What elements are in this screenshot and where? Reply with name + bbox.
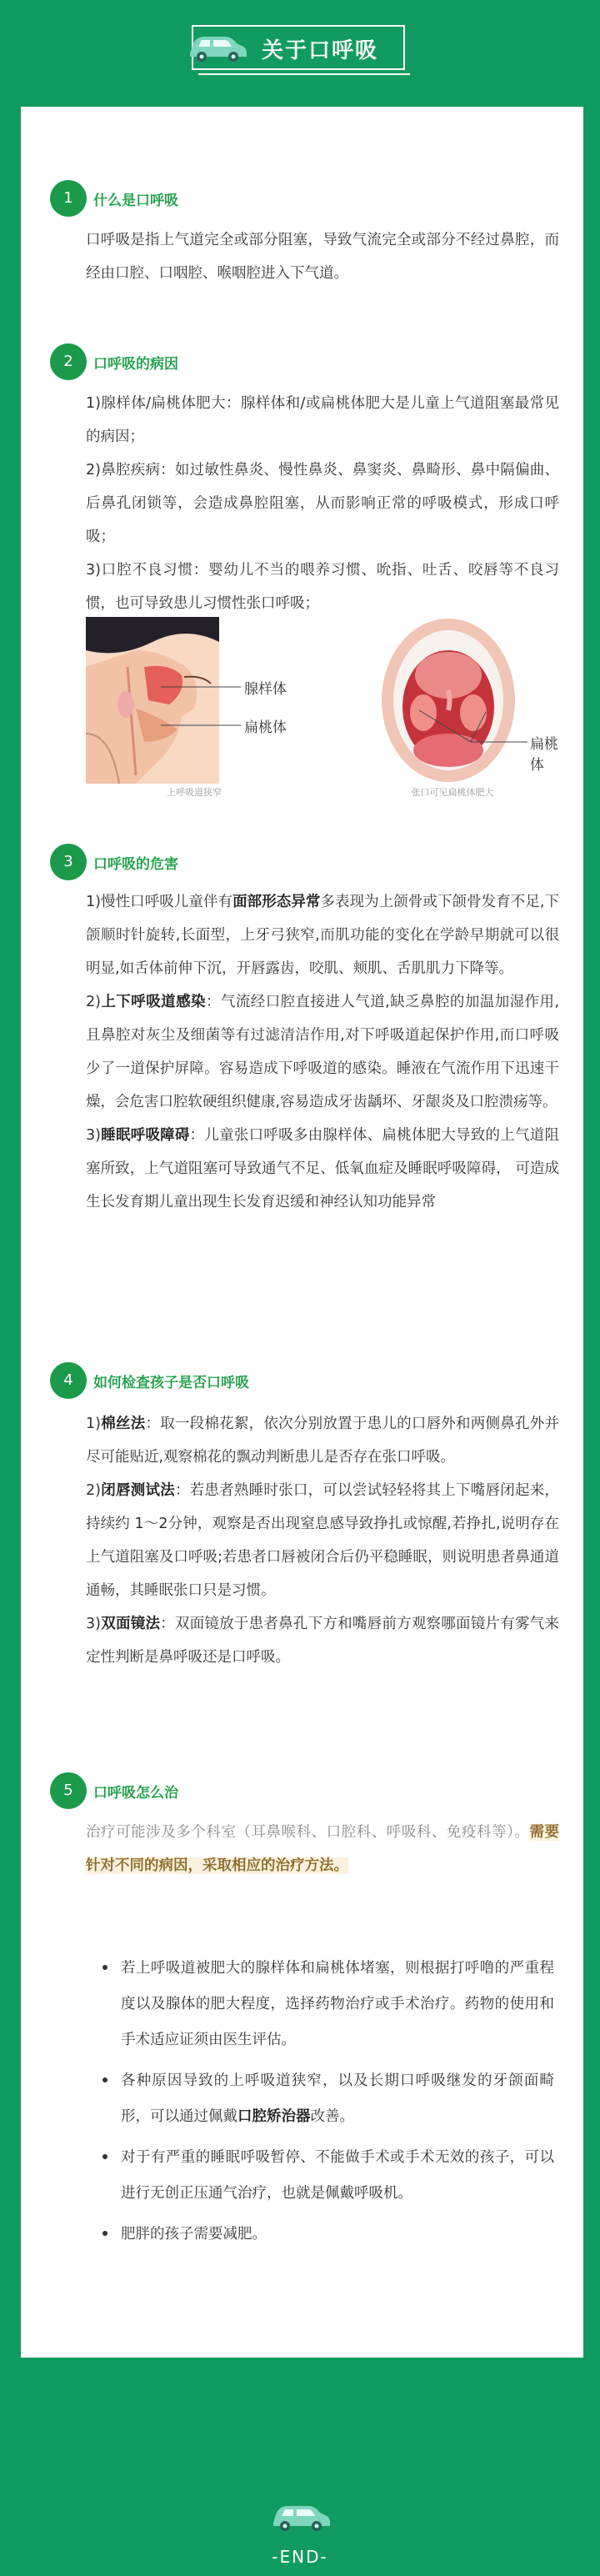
section-5-header	[50, 1772, 550, 1809]
page-header	[0, 0, 600, 100]
left-caption: 上呼吸道狭窄	[167, 787, 222, 798]
cause-item: 3)口腔不良习惯：婴幼儿不当的喂养习惯、吮指、吐舌、咬唇等不良习惯，也可导致患儿习惯性张口呼吸；	[86, 562, 559, 612]
end-marker: -END-	[272, 2547, 328, 2567]
section-number: 2	[50, 343, 87, 380]
page-title: 关于口呼吸	[262, 38, 379, 63]
treatment-item: 对于有严重的睡眠呼吸暂停、不能做手术或手术无效的孩子，可以进行无创正压通气治疗，也就是佩戴呼吸机。	[121, 2140, 554, 2212]
section-number: 3	[50, 844, 87, 880]
car-icon	[185, 28, 250, 65]
section-number: 5	[50, 1772, 87, 1809]
check-item: 2)闭唇测试法：若患者熟睡时张口，可以尝试轻轻将其上下嘴唇闭起来，持续约 1～2分钟，观察是否出现窒息感导致挣扎或惊醒,若挣扎,说明存在上气道阻塞及口呼吸;若患者口唇被闭合后仍平稳睡眠，则说明患者鼻通道通畅，其睡眠张口只是习惯。	[86, 1482, 560, 1599]
check-item: 3)双面镜法：双面镜放于患者鼻孔下方和嘴唇前方观察哪面镜片有雾气来定性判断是鼻呼吸还是口呼吸。	[86, 1616, 560, 1666]
paragraph: 口呼吸是指上气道完全或部分阻塞，导致气流完全或部分不经过鼻腔，而经由口腔、口咽腔、喉咽腔进入下气道。	[86, 232, 559, 282]
section-title: 口呼吸的危害	[93, 856, 178, 873]
section-number: 1	[50, 180, 87, 217]
section-title: 口呼吸怎么治	[93, 1785, 178, 1802]
section-title: 什么是口呼吸	[93, 193, 178, 209]
treatment-item: 肥胖的孩子需要减肥。	[121, 2217, 554, 2253]
harm-item: 2)上下呼吸道感染：气流经口腔直接进人气道,缺乏鼻腔的加温加湿作用,且鼻腔对灰尘及细菌等有过滤清洁作用,对下呼吸道起保护作用,而口呼吸少了一道保护屏障。容易造成下呼吸道的感染。睡液在气流作用下迅速干燥，会危害口腔软硬组织健康,容易造成牙齿龋坏、牙龈炎及口腔溃疡等。	[86, 994, 560, 1110]
section-3-header	[50, 844, 550, 880]
cause-item: 2)鼻腔疾病：如过敏性鼻炎、慢性鼻炎、鼻窦炎、鼻畸形、鼻中隔偏曲、后鼻孔闭锁等，会造成鼻腔阻塞，从而影响正常的呼吸模式，形成口呼吸；	[86, 462, 559, 545]
content-card	[21, 107, 583, 2358]
treatment-item: 各种原因导致的上呼吸道狭窄，以及长期口呼吸继发的牙颌面畸形，可以通过佩戴口腔矫治器改善。	[121, 2063, 554, 2135]
adenoid-label: 腺样体	[244, 681, 287, 698]
cause-item: 1)腺样体/扁桃体肥大：腺样体和/或扁桃体肥大是儿童上气道阻塞最常见的病因；	[86, 395, 559, 445]
leader-lines	[161, 617, 328, 784]
right-caption: 张口可见扁桃体肥大	[411, 787, 494, 798]
section-1-body	[86, 223, 559, 290]
harm-item: 1)慢性口呼吸儿童伴有面部形态异常多表现为上颌骨或下颌骨发育不足,下颌顺时针旋转,长面型，上牙弓狭窄,而肌功能的变化在学龄早期就可以很明显,如舌体前伸下沉，开唇露齿，咬肌、颊肌、舌肌肌力下降等。	[86, 894, 559, 977]
section-4-body	[86, 1407, 559, 1674]
treatment-item: 若上呼吸道被肥大的腺样体和扁桃体堵塞，则根据打呼噜的严重程度以及腺体的肥大程度，选择药物治疗或手术治疗。药物的使用和手术适应证须由医生评估。	[121, 1951, 554, 2058]
tonsil-label: 扁桃体	[244, 719, 287, 736]
title-banner	[192, 25, 405, 70]
section-1-header	[50, 180, 550, 217]
harm-item: 3)睡眠呼吸障碍：儿童张口呼吸多由腺样体、扁桃体肥大导致的上气道阻塞所致，上气道阻塞可导致通气不足、低氧血症及睡眠呼吸障碍， 可造成生长发育期儿童出现生长发育迟缓和神经认知功能异常	[86, 1127, 560, 1210]
tonsil-label-right: 扁桃体	[530, 736, 558, 774]
section-title: 口呼吸的病因	[93, 356, 178, 373]
section-5-intro	[86, 1816, 559, 1882]
section-number: 4	[50, 1362, 87, 1399]
section-4-header	[50, 1362, 550, 1399]
tonsil-leader-lines	[419, 617, 586, 784]
section-title: 如何检查孩子是否口呼吸	[93, 1375, 249, 1391]
section-3-body	[86, 885, 559, 1219]
check-item: 1)棉丝法：取一段棉花絮，依次分别放置于患儿的口唇外和两侧鼻孔外并尽可能贴近,观察棉花的飘动判断患儿是否存在张口呼吸。	[86, 1416, 560, 1466]
footer-car-icon	[268, 2498, 333, 2534]
intro-text: 治疗可能涉及多个科室（耳鼻喉科、口腔科、呼吸科、免疫科等）。	[86, 1824, 530, 1841]
section-5-bullets	[121, 1951, 554, 2258]
anatomy-figure	[86, 617, 561, 800]
highlight-text: 需要针对不同的病因，采取相应的治疗方法。	[86, 1824, 560, 1874]
section-2-header	[50, 343, 550, 380]
section-2-body	[86, 387, 559, 620]
